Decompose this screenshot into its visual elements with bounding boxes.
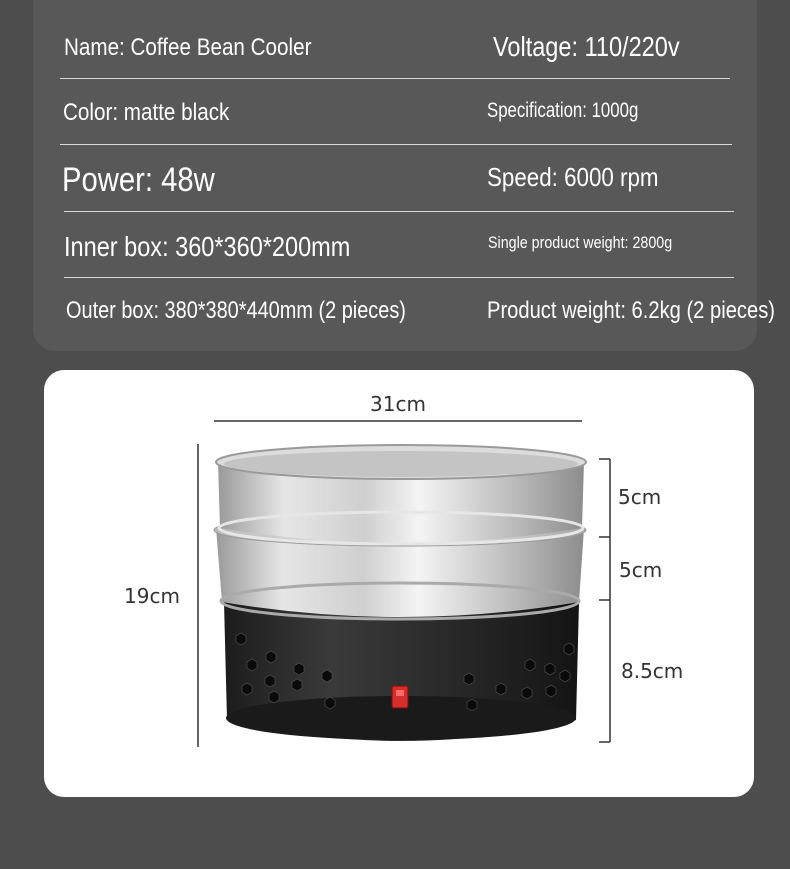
spec-power: Power: 48w	[62, 161, 215, 199]
lower-tray-height-label: 5cm	[619, 558, 663, 582]
row-divider	[64, 277, 734, 278]
spec-product-weight: Product weight: 6.2kg (2 pieces)	[487, 297, 775, 324]
power-switch	[392, 686, 408, 708]
row-divider	[60, 78, 730, 79]
right-dimension-bracket	[599, 459, 610, 742]
width-label: 31cm	[370, 392, 426, 416]
row-divider	[64, 211, 734, 212]
product-image-card	[44, 370, 754, 797]
upper-tray-height-label: 5cm	[618, 485, 662, 509]
spec-color: Color: matte black	[63, 99, 230, 126]
spec-specification: Specification: 1000g	[487, 99, 639, 122]
spec-speed: Speed: 6000 rpm	[487, 162, 659, 192]
spec-name: Name: Coffee Bean Cooler	[64, 34, 312, 61]
spec-inner-box: Inner box: 360*360*200mm	[64, 231, 351, 262]
black-base-unit	[224, 602, 579, 741]
row-divider	[60, 144, 732, 145]
spec-voltage: Voltage: 110/220v	[493, 31, 680, 62]
total-height-label: 19cm	[124, 584, 180, 608]
spec-outer-box: Outer box: 380*380*440mm (2 pieces)	[66, 297, 406, 324]
spec-single-weight: Single product weight: 2800g	[488, 233, 673, 252]
base-height-label: 8.5cm	[621, 659, 684, 683]
upper-tray	[216, 445, 586, 544]
